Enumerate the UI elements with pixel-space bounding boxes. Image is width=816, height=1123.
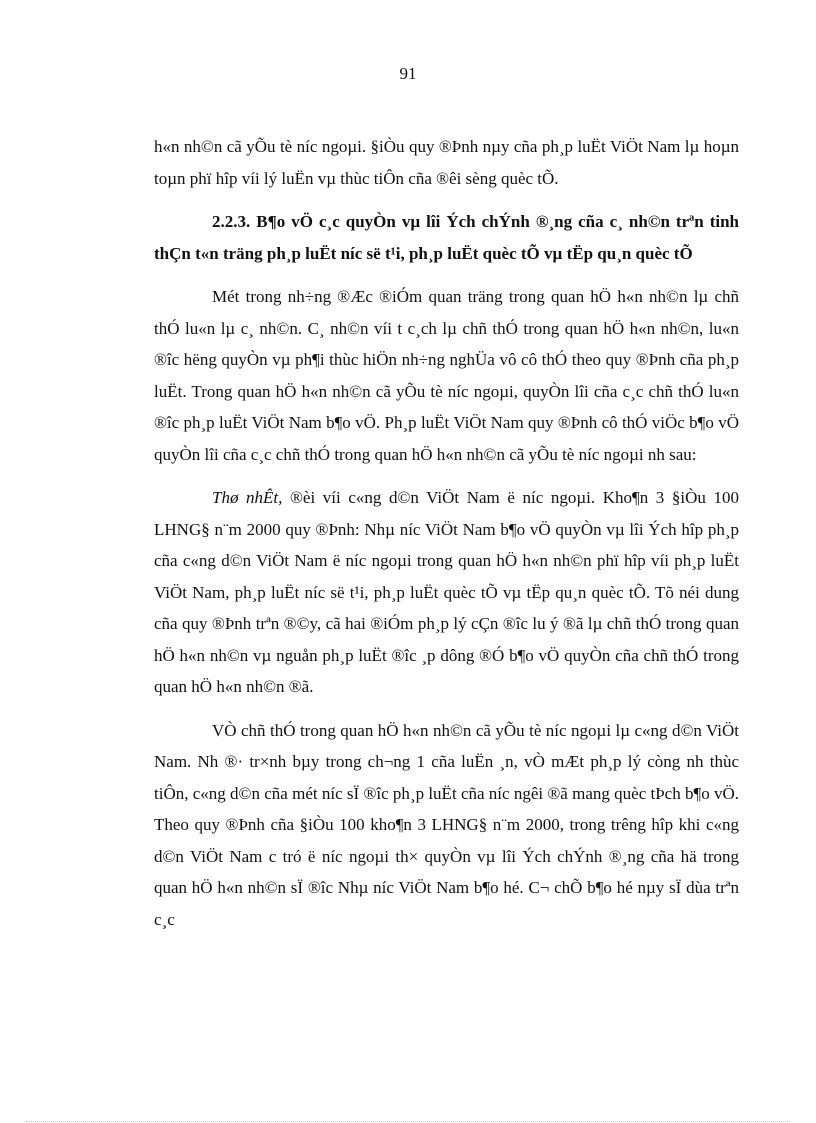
document-body: [154, 131, 739, 947]
paragraph-intro-continuation: h«n nh©n cã yÕu tè níc ngoµi. §iÒu quy ®Þnh nµy cña ph¸p luËt ViÖt Nam lµ hoµn toµn phï hîp víi lý luËn vµ thùc tiÔn cña ®êi sèng quèc tÕ.: [154, 137, 739, 188]
paragraph-vietnamese-citizens: VÒ chñ thÓ trong quan hÖ h«n nh©n cã yÕu tè níc ngoµi lµ c«ng d©n ViÖt Nam. Nh ®· tr×nh bµy trong ch¬ng 1 cña luËn ¸n, vÒ mÆt ph¸p lý còng nh thùc tiÔn, c«ng d©n cña mét níc sÏ ®îc ph¸p luËt cña níc ngêi ®ã mang quèc tÞch b¶o vÖ. Theo quy ®Þnh cña §iÒu 100 kho¶n 3 LHNG§ n¨m 2000, trong trêng hîp khi c«ng d©n ViÖt Nam c tró ë níc ngoµi th× quyÒn vµ lîi Ých chÝnh ®¸ng cña hä trong quan hÖ h«n nh©n sÏ ®îc Nhµ níc ViÖt Nam b¶o hé. C¬ chÕ b¶o hé nµy sÏ dùa trªn c¸c: [154, 720, 739, 929]
section-heading-2-2-3: 2.2.3. B¶o vÖ c¸c quyÒn vµ lîi Ých chÝnh ®¸ng cña c¸ nh©n trªn tinh thÇn t«n träng ph¸p luËt níc së t¹i, ph¸p luËt quèc tÕ vµ tËp qu¸n quèc tÕ: [154, 212, 739, 263]
paragraph-subject-characteristics: Mét trong nh÷ng ®Æc ®iÓm quan träng trong quan hÖ h«n nh©n lµ chñ thÓ lu«n lµ c¸ nh©n. C¸ nh©n víi t c¸ch lµ chñ thÓ trong quan hÖ h«n nh©n, lu«n ®îc hëng quyÒn vµ ph¶i thùc hiÖn nh÷ng nghÜa vô cô thÓ theo quy ®Þnh cña ph¸p luËt. Trong quan hÖ h«n nh©n cã yÕu tè níc ngoµi, quyÒn lîi cña c¸c chñ thÓ lu«n ®îc ph¸p luËt ViÖt Nam b¶o vÖ. Ph¸p luËt ViÖt Nam quy ®Þnh cô thÓ viÖc b¶o vÖ quyÒn lîi cña c¸c chñ thÓ trong quan hÖ h«n nh©n cã yÕu tè níc ngoµi nh sau:: [154, 287, 739, 464]
page-number: 91: [399, 64, 417, 83]
page-bottom-divider: [26, 1121, 790, 1122]
italic-lead: Thø nhÊt,: [212, 488, 283, 507]
paragraph-first-point: [154, 482, 739, 703]
paragraph-first-point-text: ®èi víi c«ng d©n ViÖt Nam ë níc ngoµi. Kho¶n 3 §iÒu 100 LHNG§ n¨m 2000 quy ®Þnh: Nhµ níc ViÖt Nam b¶o vÖ quyÒn vµ lîi Ých hîp ph¸p cña c«ng d©n ViÖt Nam ë níc ngoµi trong quan hÖ h«n nh©n phï hîp víi ph¸p luËt ViÖt Nam, ph¸p luËt níc së t¹i, ph¸p luËt quèc tÕ vµ tËp qu¸n quèc tÕ. Tõ néi dung cña quy ®Þnh trªn ®©y, cã hai ®iÓm ph¸p lý cÇn ®îc lu ý ®ã lµ chñ thÓ trong quan hÖ h«n nh©n vµ nguån ph¸p luËt ®îc ¸p dông ®Ó b¶o vÖ quyÒn cña chñ thÓ trong quan hÖ h«n nh©n ®ã.: [154, 488, 739, 696]
